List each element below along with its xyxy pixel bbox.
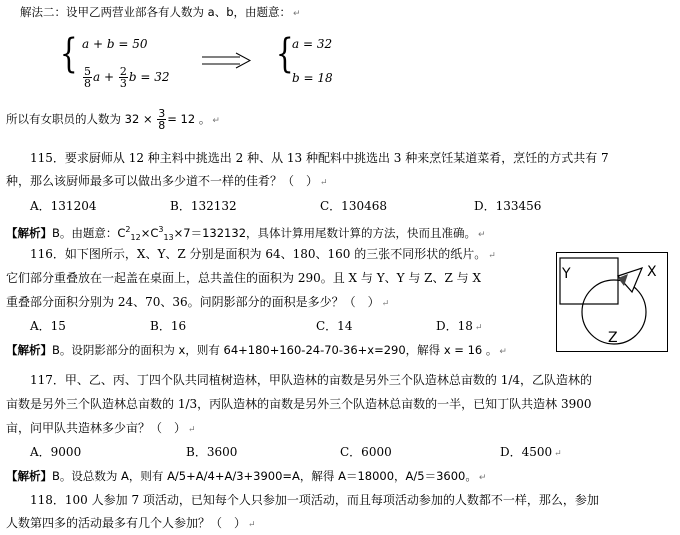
- q115-option-d: D．133456: [474, 199, 542, 213]
- q115-option-c: C．130468: [320, 199, 387, 213]
- q116-answer: 【解析】B。设阴影部分的面积为 x，则有 64+180+160-24-70-36+x=290，解得 x = 16 。 ↵: [6, 343, 507, 357]
- q118-line2: 人数第四多的活动最多有几个人参加？（ ） ↵: [6, 516, 256, 530]
- q116-line1: 116．如下图所示，X、Y、Z 分别是面积为 64、180、160 的三张不同形状的纸片。 ↵: [30, 247, 496, 261]
- equation-2: $\frac{5}{8}$ a + $\frac{2}{3}$ b = 32: [84, 65, 170, 90]
- q117-option-a: A．9000: [30, 445, 82, 459]
- q117-line1: 117．甲、乙、丙、丁四个队共同植树造林，甲队造林的亩数是另外三个队造林总亩数的 1/4，乙队造林的: [30, 373, 593, 387]
- implies-arrow-icon: [200, 52, 252, 70]
- paragraph-mark: ↵: [293, 9, 301, 19]
- overlap-figure: [556, 252, 668, 352]
- q115-option-a: A．131204: [30, 199, 97, 213]
- q116-line3: 重叠部分面积分别为 24、70、36。问阴影部分的面积是多少？（ ） ↵: [6, 295, 390, 309]
- right-brace: {: [275, 31, 294, 77]
- conclusion: 所以有女职员的人数为 32 × $\frac{3}{8}$ = 12 。 ↵: [6, 107, 220, 132]
- figure-label-x: X: [647, 264, 657, 280]
- figure-label-y: Y: [562, 266, 571, 282]
- figure-label-z: Z: [608, 330, 618, 346]
- method2-intro: 解法二：设甲乙两营业部各有人数为 a、b，由题意： ↵: [20, 5, 301, 19]
- q117-line3: 亩，问甲队共造林多少亩？（ ） ↵: [6, 421, 196, 435]
- equation-1: a + b = 50: [82, 37, 148, 51]
- q117-option-c: C．6000: [340, 445, 392, 459]
- q117-line2: 亩数是另外三个队造林总亩数的 1/3，丙队造林的亩数是另外三个队造林总亩数的一半，已知丁队共造林 3900: [6, 397, 592, 411]
- q115-answer: 【解析】B。由题意：$C^2_{12}\times C^3_{13}\times 7=132132$，具体计算用尾数计算的方法，快而且准确。 ↵: [6, 225, 486, 243]
- q116-option-a: A．15: [30, 319, 66, 333]
- q116-option-c: C．14: [316, 319, 353, 333]
- q118-line1: 118．100 人参加 7 项活动，已知每个人只参加一项活动，而且每项活动参加的人数都不一样，那么，参加: [30, 493, 599, 507]
- left-brace: {: [59, 31, 78, 77]
- q115-line2: 种，那么该厨师最多可以做出多少道不一样的佳肴？（ ） ↵: [6, 174, 328, 188]
- q115-option-b: B．132132: [170, 199, 237, 213]
- q116-option-d: D．18 ↵: [436, 319, 483, 333]
- q116-line2: 它们部分重叠放在一起盖在桌面上，总共盖住的面积为 290。且 X 与 Y、Y 与 Z、Z 与 X: [6, 271, 482, 285]
- q117-option-b: B．3600: [186, 445, 238, 459]
- q117-answer: 【解析】B。设总数为 A，则有 A/5+A/4+A/3+3900=A，解得 A＝18000，A/5＝3600。 ↵: [6, 469, 487, 483]
- q115-line1: 115．要求厨师从 12 种主料中挑选出 2 种、从 13 种配料中挑选出 3 种来烹饪某道菜肴，烹饪的方式共有 7: [30, 151, 609, 165]
- result-2: b = 18: [292, 71, 333, 85]
- q116-option-b: B．16: [150, 319, 187, 333]
- result-1: a = 32: [292, 37, 333, 51]
- q117-option-d: D．4500 ↵: [500, 445, 562, 459]
